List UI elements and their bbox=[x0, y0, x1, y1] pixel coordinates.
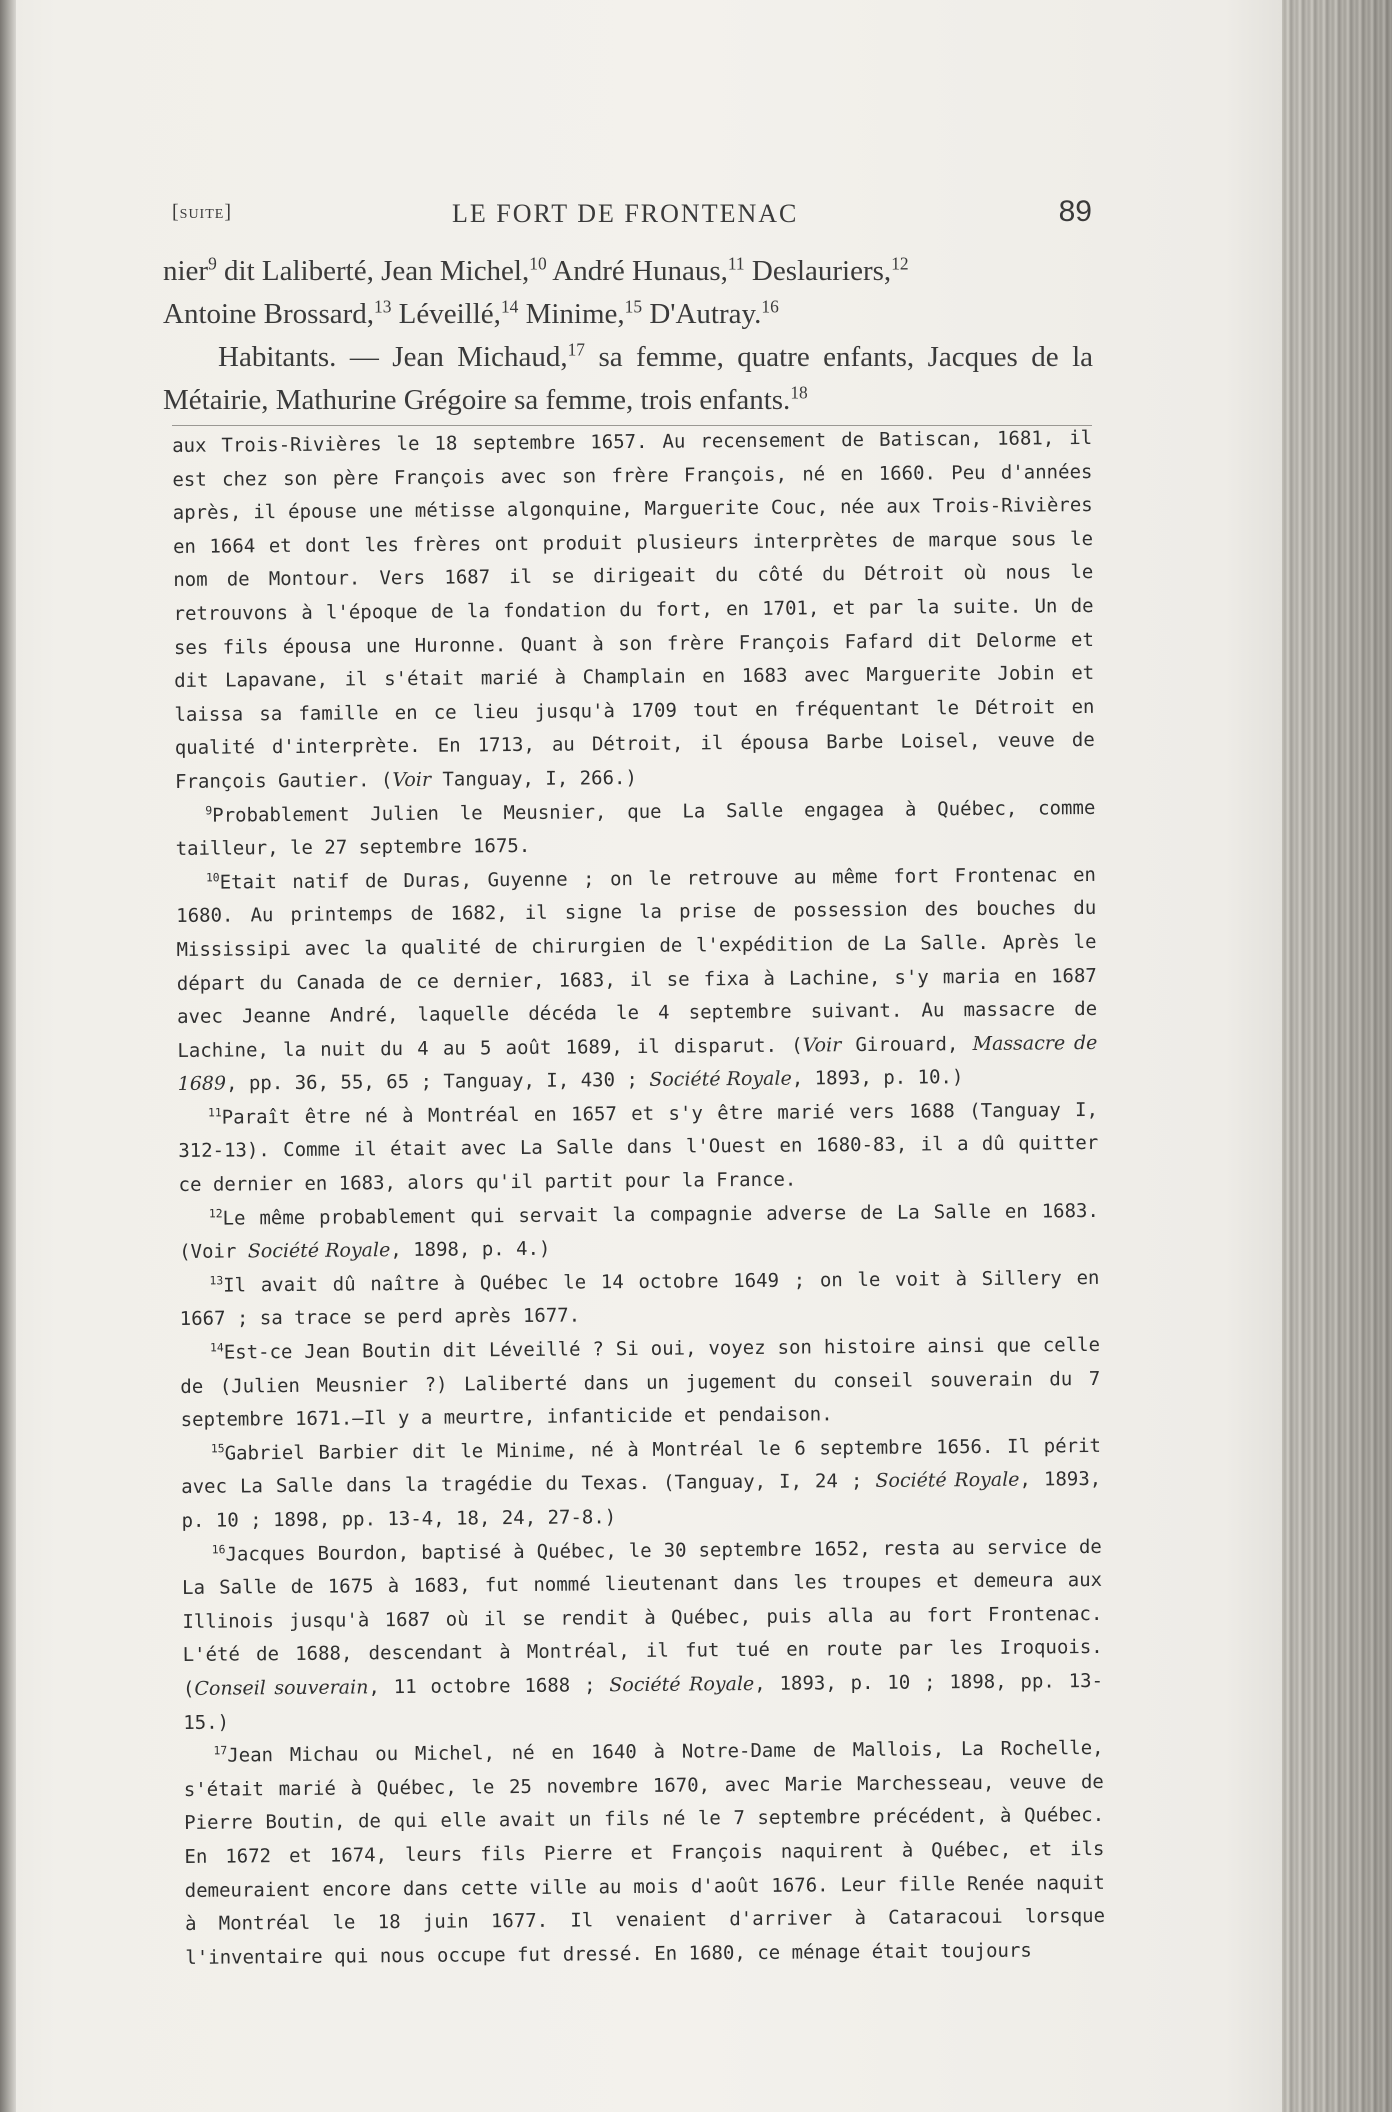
italic-text: Conseil souverain bbox=[194, 1676, 369, 1700]
italic-text: Société Royale bbox=[649, 1067, 792, 1092]
text: , 1893, p. 10 ; 1898, pp. 13-15.) bbox=[183, 1669, 1104, 1734]
text: Antoine Brossard, bbox=[163, 298, 375, 330]
text: D'Autray. bbox=[642, 298, 762, 330]
text: Jacques Bourdon, baptisé à Québec, le 30 septembre 1652, resta au service de La Salle de 1675 à 1683, fut nommé lieutenant dans les troupes et demeura aux Illinois jusqu'à 1687 où il se rendit à Québec, puis alla au fort Frontenac. L'été de 1688, descendant à Montréal, il fut tué en route par les Iroquois. ( bbox=[182, 1535, 1103, 1700]
footnote-11 bbox=[178, 1094, 1099, 1203]
italic-text: Voir bbox=[802, 1033, 842, 1057]
footnote-ref: 16 bbox=[761, 296, 779, 317]
text: Jean Michau ou Michel, né en 1640 à Notre-Dame de Mallois, La Rochelle, s'était marié à Québec, le 25 novembre 1670, avec Marie Marchesseau, veuve de Pierre Boutin, de qui elle avait un fils né le 7 septembre précédent, à Québec. En 1672 et 1674, leurs fils Pierre et François naquirent à Québec, et ils demeuraient encore dans cette ville au mois d'août 1676. Leur fille Renée naquit à Montréal le 18 juin 1677. Il venaient d'arriver à Cataracoui lorsque l'inventaire qui nous occupe fut dressé. En 1680, ce ménage était toujours bbox=[183, 1737, 1106, 1969]
text: Il avait dû naître à Québec le 14 octobre 1649 ; on le voit à Sillery en 1667 ; sa trace se perd après 1677. bbox=[179, 1266, 1100, 1331]
text: , pp. 36, 55, 65 ; Tanguay, I, 430 ; bbox=[225, 1069, 650, 1095]
text: aux Trois-Rivières le 18 septembre 1657. Au recensement de Batiscan, 1681, il est chez son père François avec son frère François, né en 1660. Peu d'années après, il épouse une métisse algonquine, Marguerite Couc, née aux Trois-Rivières en 1664 et dont les frères ont produit plusieurs interprètes de marque sous le nom de Montour. Vers 1687 il se dirigeait du côté du Détroit où nous le retrouvons à l'époque de la fondation du fort, en 1701, et par la suite. Un de ses fils épousa une Huronne. Quant à son frère François Fafard dit Delorme et dit Lapavane, il s'était marié à Champlain en 1683 avec Marguerite Jobin et laissa sa famille en ce lieu jusqu'à 1709 tout en fréquentant le Détroit en qualité d'interprète. En 1713, au Détroit, il épousa Barbe Loisel, veuve de François Gautier. ( bbox=[172, 426, 1095, 793]
text: Girouard, bbox=[841, 1032, 973, 1056]
footnote-number: 15 bbox=[210, 1441, 225, 1456]
text: Etait natif de Duras, Guyenne ; on le retrouve au même fort Frontenac en 1680. Au printemps de 1682, il signe la prise de possession des bouches du Mississipi avec la qualité de chirurgien de l'expédition de La Salle. Après le départ du Canada de ce dernier, 1683, il se fixa à Lachine, s'y maria en 1687 avec Jeanne André, laquelle décéda le 4 septembre suivant. Au massacre de Lachine, la nuit du 4 au 5 août 1689, il disparut. ( bbox=[176, 863, 1098, 1062]
main-line bbox=[163, 250, 1093, 293]
footnote-13 bbox=[179, 1262, 1100, 1337]
footnote-17 bbox=[183, 1732, 1105, 1975]
footnotes bbox=[172, 422, 1105, 1975]
footnote-15 bbox=[181, 1430, 1102, 1539]
text: Paraît être né à Montréal en 1657 et s'y être marié vers 1688 (Tanguay I, 312-13). Comme il était avec La Salle dans l'Ouest en 1680-83, il a dû quitter ce dernier en 1683, alors qu'il partit pour la France. bbox=[178, 1098, 1099, 1197]
footnote-number: 12 bbox=[208, 1205, 223, 1221]
footnote-ref: 14 bbox=[500, 296, 519, 317]
text: Habitants. — Jean Michaud, bbox=[218, 341, 568, 373]
italic-text: Société Royale bbox=[247, 1239, 391, 1263]
footnote-14 bbox=[180, 1329, 1101, 1438]
text: André Hunaus, bbox=[546, 255, 728, 287]
footnote-16 bbox=[182, 1531, 1104, 1741]
text: , 1893, p. 10 ; 1898, pp. 13-4, 18, 24, 27-8.) bbox=[181, 1468, 1102, 1532]
footnote-10 bbox=[176, 859, 1098, 1102]
text: , 1898, p. 4.) bbox=[390, 1237, 551, 1262]
footnote-9 bbox=[175, 791, 1096, 866]
footnote-number: 11 bbox=[207, 1105, 222, 1120]
main-paragraph bbox=[163, 336, 1093, 422]
footnote-12 bbox=[179, 1195, 1100, 1270]
footnote-ref: 18 bbox=[790, 382, 808, 403]
footnote-number: 14 bbox=[209, 1340, 224, 1355]
footnote-number: 16 bbox=[211, 1541, 226, 1556]
text: , 11 octobre 1688 ; bbox=[368, 1674, 610, 1699]
italic-text: Voir bbox=[392, 768, 432, 792]
text: dit Laliberté, Jean Michel, bbox=[216, 255, 530, 287]
footnote-ref: 13 bbox=[374, 296, 392, 317]
text: Minime, bbox=[518, 298, 625, 330]
main-line bbox=[163, 293, 1093, 336]
text: , 1893, p. 10.) bbox=[791, 1066, 964, 1090]
footnote-number: 17 bbox=[213, 1743, 228, 1758]
page-stack-edge bbox=[1282, 0, 1392, 2112]
footnote-ref: 10 bbox=[529, 253, 547, 274]
footnote-ref: 11 bbox=[727, 253, 745, 274]
text: Probablement Julien le Meusnier, que La Salle engagea à Québec, comme tailleur, le 27 septembre 1675. bbox=[175, 796, 1096, 861]
text: Le même probablement qui servait la compagnie adverse de La Salle en 1683. (Voir bbox=[179, 1199, 1099, 1264]
footnote-number: 13 bbox=[209, 1273, 224, 1288]
text: Léveillé, bbox=[391, 298, 501, 330]
text: Deslauriers, bbox=[744, 255, 892, 287]
footnote-ref: 15 bbox=[624, 296, 643, 317]
header-title: LE FORT DE FRONTENAC bbox=[452, 199, 799, 228]
gutter-shadow bbox=[0, 0, 16, 2112]
text: sa femme, quatre enfants, Jacques de la Métairie, Mathurine Grégoire sa femme, trois enfants. bbox=[163, 341, 1093, 416]
header-section: [suite] bbox=[172, 201, 232, 223]
footnote-number: 9 bbox=[205, 802, 213, 817]
italic-text: Massacre de 1689 bbox=[177, 1031, 1098, 1096]
italic-text: Société Royale bbox=[875, 1469, 1020, 1493]
footnote-ref: 17 bbox=[567, 339, 585, 360]
main-text bbox=[163, 250, 1093, 422]
text: Tanguay, I, 266.) bbox=[430, 766, 637, 791]
text: Gabriel Barbier dit le Minime, né à Montréal le 6 septembre 1656. Il périt avec La Salle dans la tragédie du Texas. (Tanguay, I, 24 ; bbox=[181, 1434, 1101, 1499]
footnote-ref: 9 bbox=[208, 253, 217, 274]
page-number: 89 bbox=[1058, 195, 1092, 228]
text: Est-ce Jean Boutin dit Léveillé ? Si oui, voyez son histoire ainsi que celle de (Julien Meusnier ?) Laliberté dans un jugement du conseil souverain du 7 septembre 1671.—Il y a meurtre, infanticide et pendaison. bbox=[180, 1333, 1101, 1432]
text: nier bbox=[163, 255, 209, 287]
italic-text: Société Royale bbox=[609, 1672, 755, 1697]
footnote-8-continued bbox=[172, 422, 1095, 800]
footnote-number: 10 bbox=[205, 869, 220, 885]
running-header bbox=[172, 195, 1092, 235]
footnote-ref: 12 bbox=[891, 253, 909, 274]
